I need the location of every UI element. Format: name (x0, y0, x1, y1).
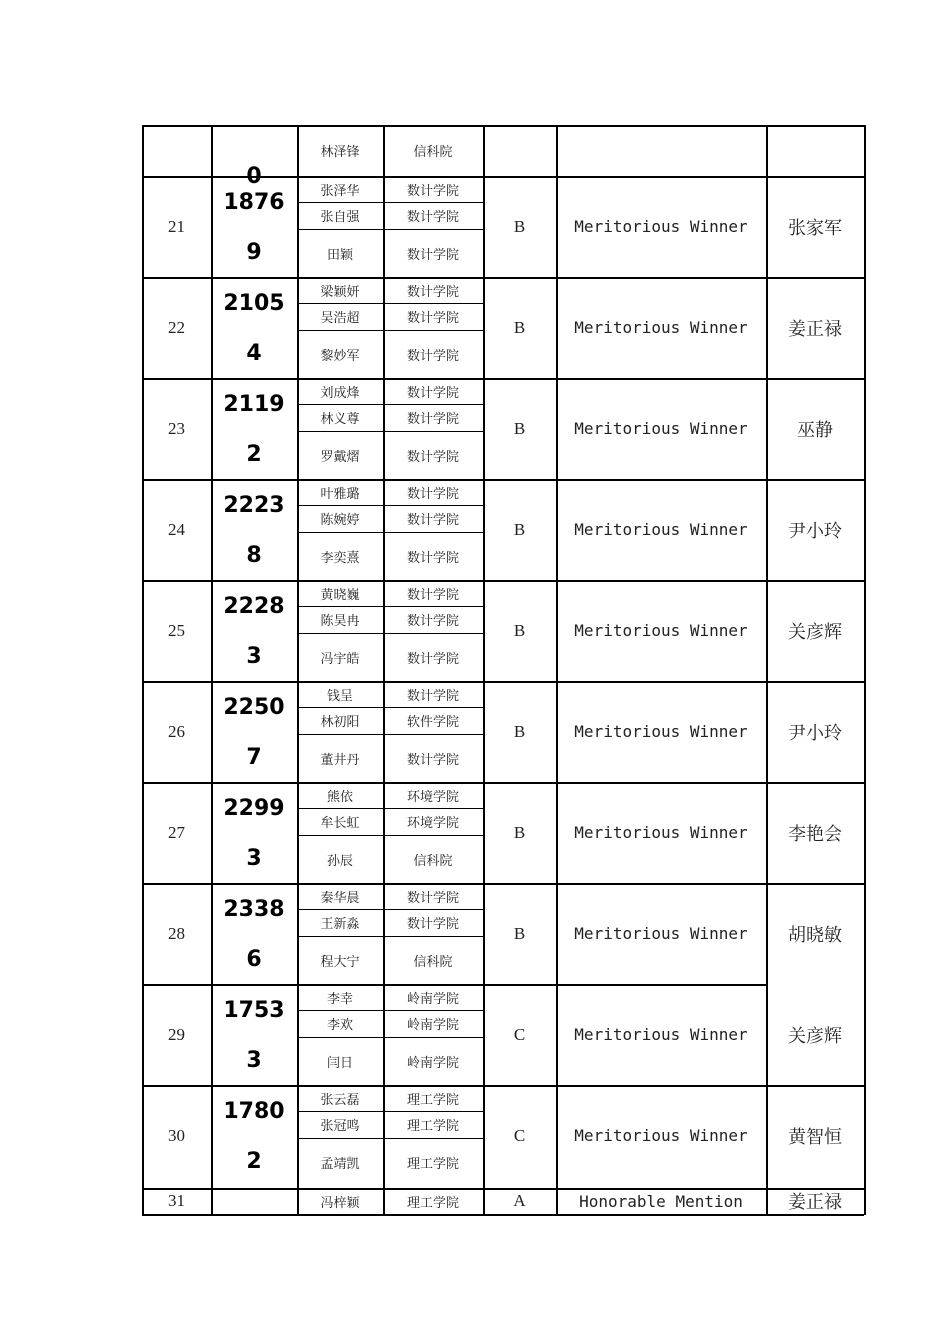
member-college: 数计学院 (406, 412, 459, 427)
member-college: 数计学院 (406, 449, 459, 465)
award-text: Meritorious Winner (574, 924, 748, 943)
member-name: 陈婉婷 (320, 513, 360, 528)
team-number-part: 3 (246, 643, 262, 669)
team-number-part: 4 (246, 340, 262, 366)
row-number: 31 (168, 1191, 185, 1210)
member-college: 环境学院 (406, 816, 459, 831)
member-name: 林义尊 (320, 412, 360, 427)
team-number (211, 1098, 297, 1174)
problem-letter: C (513, 1024, 526, 1044)
team-number-part: 7 (246, 744, 262, 770)
row-number: 27 (168, 822, 185, 842)
member-name: 林初阳 (320, 715, 360, 730)
team-number-part: 2 (246, 441, 262, 467)
member-name: 罗戴熠 (320, 449, 360, 465)
member-college: 数计学院 (406, 587, 459, 603)
member-name: 孙辰 (326, 853, 353, 869)
advisor-name: 姜正禄 (788, 1192, 842, 1213)
member-college: 环境学院 (406, 789, 459, 805)
member-college: 数计学院 (406, 348, 459, 364)
member-name: 张冠鸣 (320, 1119, 360, 1134)
member-name: 李幸 (326, 991, 353, 1007)
member-name: 熊依 (326, 789, 353, 805)
problem-letter: C (513, 1125, 526, 1145)
award-text: Honorable Mention (579, 1191, 743, 1211)
member-name: 叶雅璐 (320, 486, 360, 502)
member-name: 牟长虹 (320, 816, 360, 831)
member-name: 秦华晨 (320, 890, 360, 906)
advisor-name: 巫静 (797, 419, 833, 441)
problem-letter: B (513, 620, 526, 640)
problem-letter: A (513, 1191, 526, 1210)
team-number (211, 694, 297, 770)
team-number-part: 2228 (223, 593, 285, 619)
row-number: 23 (168, 418, 185, 438)
member-college: 数计学院 (406, 311, 459, 326)
member-name: 陈昊冉 (320, 614, 360, 629)
problem-letter: B (513, 822, 526, 842)
member-name: 王新淼 (320, 917, 360, 932)
team-number-part: 9 (246, 239, 262, 265)
team-number-part: 2338 (223, 896, 285, 922)
member-college: 理工学院 (406, 1092, 459, 1108)
member-college: 数计学院 (406, 284, 459, 300)
team-number-part: 2105 (223, 290, 285, 316)
member-college: 岭南学院 (406, 991, 459, 1007)
member-name: 梁颖妍 (320, 284, 360, 300)
advisor-name: 关彦辉 (788, 1025, 842, 1047)
problem-letter: B (513, 216, 526, 236)
member-college: 软件学院 (406, 715, 459, 730)
team-number (211, 795, 297, 871)
advisor-name: 尹小玲 (788, 722, 842, 744)
advisor-name: 尹小玲 (788, 520, 842, 542)
member-college: 数计学院 (406, 183, 459, 199)
row-number: 26 (168, 721, 185, 741)
member-college: 理工学院 (406, 1156, 459, 1172)
member-name: 张泽华 (320, 183, 360, 199)
row-number: 28 (168, 923, 185, 943)
member-college: 数计学院 (406, 210, 459, 225)
team-number-part: 2250 (223, 694, 285, 720)
member-name: 吴浩超 (320, 311, 360, 326)
award-text: Meritorious Winner (574, 823, 748, 842)
team-number-part: 1780 (223, 1098, 285, 1124)
team-number-part: 2299 (223, 795, 285, 821)
member-name: 林泽锋 (320, 145, 360, 160)
award-text: Meritorious Winner (574, 217, 748, 236)
member-college: 数计学院 (406, 651, 459, 667)
row-number: 25 (168, 620, 185, 640)
team-number-part: 8 (246, 542, 262, 568)
award-text: Meritorious Winner (574, 722, 748, 741)
award-text: Meritorious Winner (574, 1025, 748, 1044)
team-number (211, 391, 297, 467)
team-number-part: 2119 (223, 391, 285, 417)
member-name: 李奕熹 (320, 550, 360, 566)
member-college: 数计学院 (406, 917, 459, 932)
team-number-part: 1753 (223, 997, 285, 1023)
member-college: 数计学院 (406, 752, 459, 768)
member-college: 岭南学院 (406, 1055, 459, 1071)
team-number-part: 3 (246, 1047, 262, 1073)
member-name: 程大宁 (320, 954, 360, 970)
member-name: 孟靖凯 (320, 1156, 360, 1172)
advisor-name: 关彦辉 (788, 621, 842, 643)
member-name: 李欢 (326, 1018, 353, 1033)
member-college: 数计学院 (406, 486, 459, 502)
member-college: 信科院 (413, 853, 453, 869)
row-number: 22 (168, 317, 185, 337)
problem-letter: B (513, 418, 526, 438)
member-name: 闫日 (326, 1055, 353, 1071)
advisor-name: 李艳会 (788, 823, 842, 845)
team-number (211, 492, 297, 568)
member-name: 刘成烽 (320, 385, 360, 401)
member-college: 数计学院 (406, 890, 459, 906)
problem-letter: B (513, 923, 526, 943)
team-number-part: 2 (246, 1148, 262, 1174)
member-name: 黄晓巍 (320, 587, 360, 603)
row-number: 21 (168, 216, 185, 236)
advisor-name: 张家军 (788, 217, 842, 239)
member-name: 冯宇皓 (320, 651, 360, 667)
team-number-part: 2223 (223, 492, 285, 518)
member-name: 董井丹 (320, 752, 360, 768)
team-number (211, 997, 297, 1073)
team-number (211, 290, 297, 366)
award-text: Meritorious Winner (574, 318, 748, 337)
member-name: 张自强 (320, 210, 360, 225)
award-text: Meritorious Winner (574, 419, 748, 438)
row-number: 30 (168, 1125, 185, 1145)
team-number-part: 6 (246, 946, 262, 972)
award-text: Meritorious Winner (574, 621, 748, 640)
member-college: 数计学院 (406, 688, 459, 704)
member-college: 数计学院 (406, 247, 459, 263)
member-college: 信科院 (413, 145, 453, 160)
team-number-part: 1876 (223, 189, 285, 215)
member-name: 冯梓颖 (320, 1195, 360, 1211)
member-college: 信科院 (413, 954, 453, 970)
problem-letter: B (513, 519, 526, 539)
advisor-name: 黄智恒 (788, 1126, 842, 1148)
problem-letter: B (513, 317, 526, 337)
member-name: 张云磊 (320, 1092, 360, 1108)
member-college: 理工学院 (406, 1119, 459, 1134)
row-number: 24 (168, 519, 185, 539)
member-name: 田颖 (326, 247, 353, 263)
member-college: 岭南学院 (406, 1018, 459, 1033)
table-column-rule (864, 125, 866, 1215)
team-number (211, 593, 297, 669)
award-text: Meritorious Winner (574, 1126, 748, 1145)
problem-letter: B (513, 721, 526, 741)
member-college: 数计学院 (406, 513, 459, 528)
member-college: 数计学院 (406, 385, 459, 401)
advisor-name: 胡晓敏 (788, 924, 842, 946)
award-text: Meritorious Winner (574, 520, 748, 539)
row-number: 29 (168, 1024, 185, 1044)
table-top-rule (142, 125, 864, 127)
member-college: 数计学院 (406, 550, 459, 566)
table-bottom-rule (142, 1214, 864, 1216)
team-number-part: 3 (246, 845, 262, 871)
member-college: 数计学院 (406, 614, 459, 629)
advisor-name: 姜正禄 (788, 318, 842, 340)
team-number (211, 189, 297, 265)
member-college: 理工学院 (406, 1195, 459, 1211)
member-name: 钱呈 (326, 688, 353, 704)
team-number: 0 (246, 163, 262, 189)
team-number (211, 896, 297, 972)
member-name: 黎妙军 (320, 348, 360, 364)
